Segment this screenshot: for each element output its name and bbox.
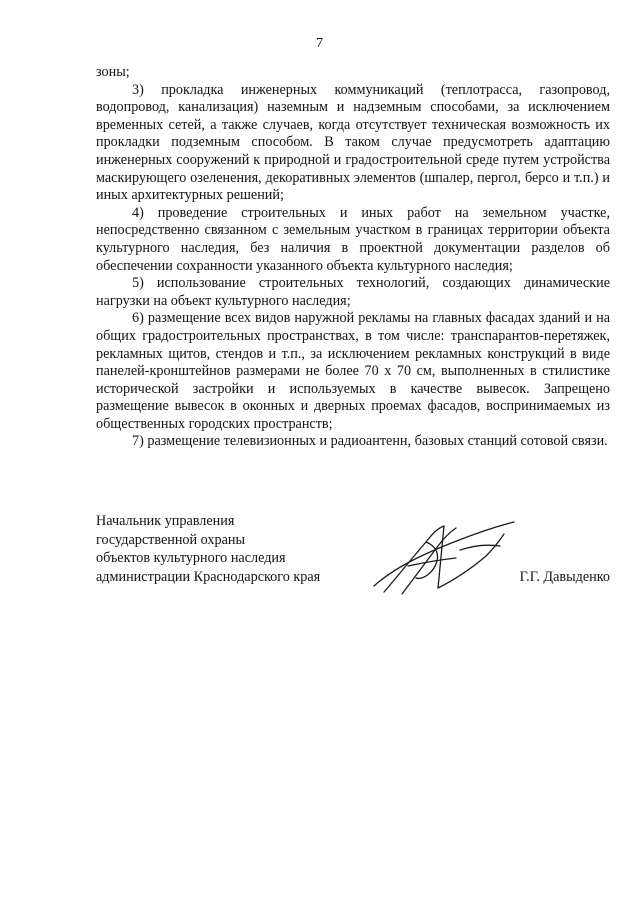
paragraph-zone-end: зоны; <box>96 64 130 80</box>
signatory-title-line: объектов культурного наследия <box>96 550 286 566</box>
paragraph-item-6: 6) размещение всех видов наружной рекламы на главных фасадах зданий и на общих градостроительных пространствах, в том числе: транспарантов-перетяжек, рекламных щитов, стендов и т.п., за исключением рекламных конструкций в виде панелей-кронштейнов размерами не более 70 х 70 см, выполненных в стилистике исторической застройки и используемых в качестве вывесок. Запрещено размещение вывесок в оконных и дверных проемах фасадов, воспринимаемых из общественных городских пространств; <box>96 310 610 432</box>
paragraph-item-5: 5) использование строительных технологий, создающих динамические нагрузки на объект культурного наследия; <box>96 275 610 309</box>
page-number: 7 <box>316 36 323 51</box>
paragraph-item-3: 3) прокладка инженерных коммуникаций (теплотрасса, газопровод, водопровод, канализация) наземным и надземным способами, за исключением временных сетей, а также случаев, когда отсутствует техническая возможность их прокладки подземным способом. В таком случае предусмотреть адаптацию инженерных сооружений к природной и градостроительной среде путем устройства маскирующего озеленения, декоративных элементов (шпалер, пергол, берсо и т.п.) и иных архитектурных решений; <box>96 81 610 204</box>
signatory-title <box>96 512 320 586</box>
signature-block <box>96 512 610 602</box>
signatory-title-line: администрации Краснодарского края <box>96 568 321 585</box>
paragraph-item-7: 7) размещение телевизионных и радиоантенн, базовых станций сотовой связи. <box>132 433 608 450</box>
signatory-title-line: государственной охраны <box>96 531 246 548</box>
document-body <box>96 64 610 451</box>
signatory-title-line: Начальник управления <box>96 513 235 529</box>
paragraph-item-4: 4) проведение строительных и иных работ на земельном участке, непосредственно связанном с земельным участком в границах территории объекта культурного наследия, без наличия в проектной документации разделов об обеспечении сохранности указанного объекта культурного наследия; <box>96 204 610 274</box>
handwritten-signature <box>368 516 518 598</box>
signatory-name: Г.Г. Давыденко <box>519 569 610 585</box>
